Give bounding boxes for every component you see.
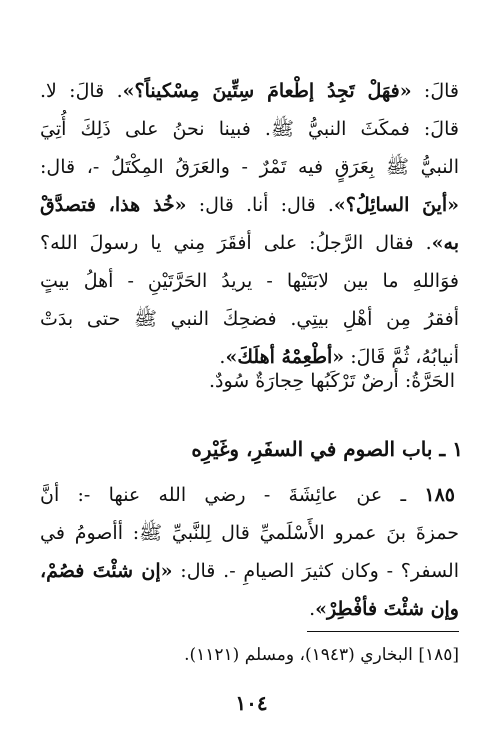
- text-segment: قالَ: فمكَثَ النبيُّ ﷺ. فبينا نحنُ على ذَلِكَ أُتِيَ: [40, 118, 459, 140]
- bold-quote: «أطْعِمْهُ أهلَكَ»: [225, 346, 345, 368]
- text-segment: النبيُّ ﷺ بِعَرَقٍ فيه تَمْرٌ - والعَرَقُ المِكْتَلُ -، قال:: [40, 156, 459, 178]
- text-line: [40, 590, 459, 628]
- footnote: [١٨٥] البخاري (١٩٤٣)، ومسلم (١١٢١).: [184, 645, 459, 665]
- text-line: [40, 148, 459, 186]
- definition-line: [40, 362, 455, 400]
- text-segment: ـ عن عائِشَةَ - رضي الله عنها -: أنَّ: [40, 484, 425, 506]
- text-segment: قالَ:: [411, 80, 459, 102]
- hadith-number: ١٨٥: [424, 484, 455, 506]
- footnote-divider: [307, 631, 459, 632]
- chapter-heading: ١ ـ باب الصوم في السفَرِ، وغَيْرِه: [191, 437, 463, 461]
- page-number: ١٠٤: [235, 691, 268, 715]
- bold-quote: «فهَلْ تَجِدُ إطْعامَ سِتِّينَ مِسْكيناً؟»: [122, 80, 412, 102]
- text-line: [40, 300, 459, 338]
- text-segment: فوَاللهِ ما بين لابَتَيْها - يريدُ الحَرَّتَيْنِ - أهلُ بيتٍ: [40, 270, 459, 292]
- text-line: [40, 552, 459, 590]
- bold-quote: وإن شئْتَ فأفْطِرْ»: [315, 598, 459, 620]
- text-segment: حمزةَ بنَ عمرو الأَسْلَميِّ قال لِلنَّبيِّ ﷺ: أأصومُ في: [40, 522, 459, 544]
- text-segment: أنيابُهُ، ثُمَّ قَالَ:: [344, 346, 459, 368]
- text-line: [40, 224, 459, 262]
- text-line: [40, 186, 459, 224]
- bold-quote: «إن شئْتَ فصُمْ،: [40, 560, 173, 582]
- text-line: [40, 110, 459, 148]
- text-segment: . فقال الرَّجلُ: على أفقَرَ مِني يا رسولَ الله؟: [40, 232, 432, 254]
- text-segment: .: [219, 346, 226, 368]
- text-line: [40, 476, 455, 514]
- bold-quote: به»: [431, 232, 459, 254]
- text-segment: السفر؟ - وكان كثيرَ الصيامِ -. قال:: [172, 560, 459, 582]
- text-segment: . قالَ: لا.: [40, 80, 123, 102]
- bold-quote: «خُذ هذا، فتصدَّقْ: [40, 194, 187, 216]
- text-segment: .: [309, 598, 316, 620]
- text-line: [40, 262, 459, 300]
- text-line: [40, 72, 459, 110]
- text-line: [40, 514, 459, 552]
- text-segment: . قال: أنا. قال:: [186, 194, 334, 216]
- definition-text: الحَرَّةُ: أرضٌ تَرْكَبُها حِجارَةٌ سُودٌ.: [208, 370, 455, 392]
- text-segment: أفقرُ مِن أهْلِ بيتِي. فضحِكَ النبي ﷺ حتى بدَتْ: [40, 308, 459, 330]
- bold-quote: «أينَ السائِلُ؟»: [333, 194, 459, 216]
